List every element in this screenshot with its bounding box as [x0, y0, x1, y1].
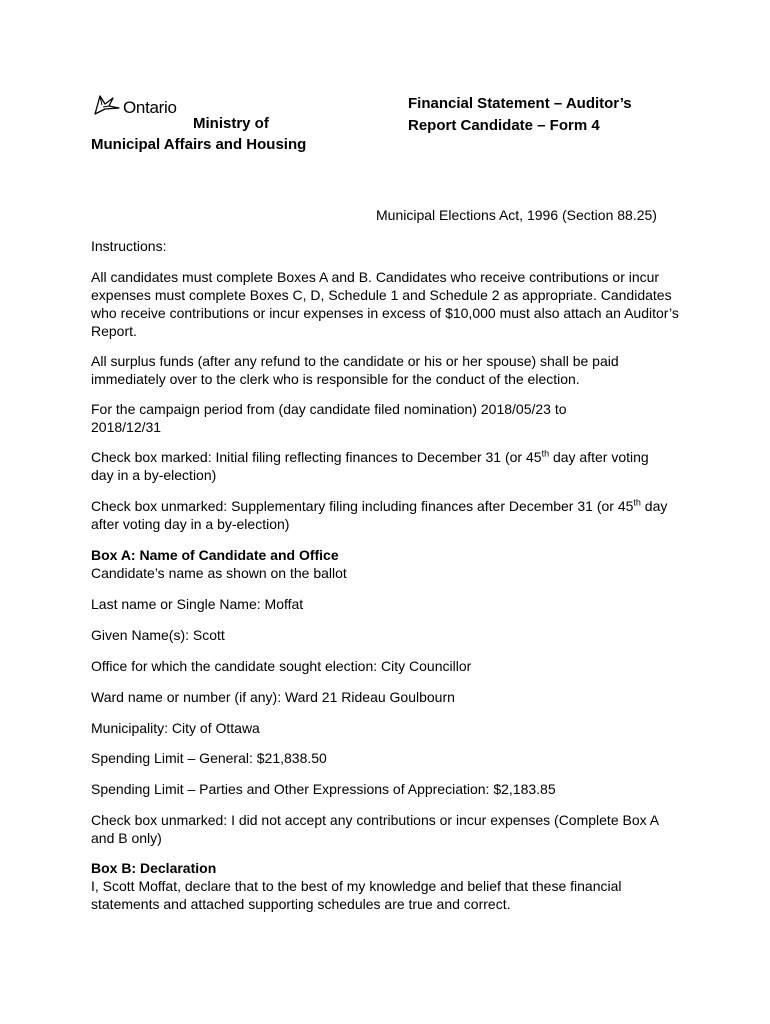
instructions-para2: All surplus funds (after any refund to the candidate or his or her spouse) shall be paid immediately over to the clerk who is responsible for the conduct of the election.: [91, 353, 619, 387]
box-a-subheading: Candidate’s name as shown on the ballot: [91, 565, 347, 581]
form-title-line1: Financial Statement – Auditor’s: [408, 95, 632, 112]
checkbox-supplementary-filing: [91, 497, 676, 533]
checkbox-initial-text-b: day after voting day in a by-election): [91, 449, 649, 483]
given-names-field: Given Name(s): Scott: [91, 627, 225, 643]
instructions-heading: Instructions:: [91, 238, 167, 254]
last-name-field: Last name or Single Name: Moffat: [91, 596, 304, 612]
box-a-heading: Box A: Name of Candidate and Office: [91, 547, 339, 563]
checkbox-no-contributions: Check box unmarked: I did not accept any contributions or incur expenses (Complete Box A and B only): [91, 812, 659, 846]
declaration-text: I, Scott Moffat, declare that to the best of my knowledge and belief that these financial statements and attached supporting schedules are true and correct.: [91, 878, 622, 912]
ministry-line2: Municipal Affairs and Housing: [91, 136, 307, 153]
checkbox-supp-sup: th: [633, 497, 641, 508]
checkbox-supp-text-b: day after voting day in a by-election): [91, 498, 668, 532]
ontario-logo: [91, 92, 191, 116]
logo-text: Ontario: [123, 98, 177, 117]
spending-limit-general: Spending Limit – General: $21,838.50: [91, 750, 327, 766]
campaign-period: For the campaign period from (day candidate filed nomination) 2018/05/23 to 2018/12/31: [91, 401, 567, 435]
checkbox-initial-filing: [91, 448, 671, 484]
spending-limit-parties: Spending Limit – Parties and Other Expressions of Appreciation: $2,183.85: [91, 781, 556, 797]
checkbox-supp-text-a: Check box unmarked: Supplementary filing including finances after December 31 (or 45: [91, 498, 634, 514]
municipality-field: Municipality: City of Ottawa: [91, 720, 260, 736]
ministry-line1: Ministry of: [193, 115, 269, 132]
box-b-heading: Box B: Declaration: [91, 860, 217, 876]
office-field: Office for which the candidate sought election: City Councillor: [91, 658, 472, 674]
instructions-para1: All candidates must complete Boxes A and B. Candidates who receive contributions or incur expenses must complete Boxes C, D, Schedule 1 and Schedule 2 as appropriate. Candidates who receive contributions or incur expenses in excess of $10,000 must also attach an Auditor’s Report.: [91, 269, 679, 339]
checkbox-initial-text-a: Check box marked: Initial filing reflecting finances to December 31 (or 45: [91, 449, 542, 465]
ward-field: Ward name or number (if any): Ward 21 Rideau Goulbourn: [91, 689, 455, 705]
act-reference: Municipal Elections Act, 1996 (Section 88.25): [376, 207, 657, 223]
form-title-line2: Report Candidate – Form 4: [408, 117, 600, 134]
trillium-logo-icon: [91, 92, 121, 118]
checkbox-initial-sup: th: [541, 448, 550, 459]
